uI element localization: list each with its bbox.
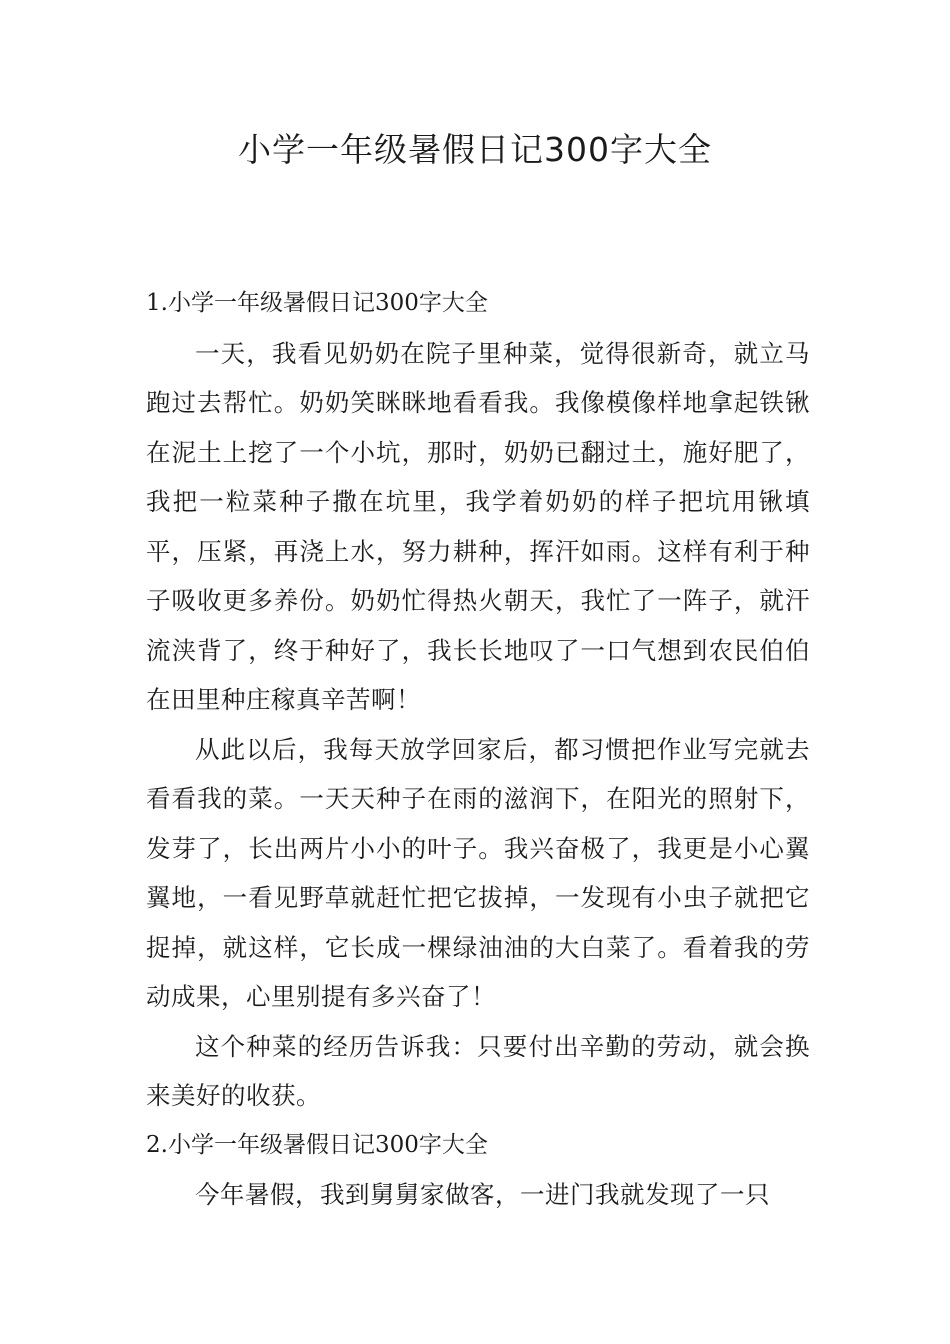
paragraph: 今年暑假，我到舅舅家做客，一进门我就发现了一只 bbox=[195, 1180, 770, 1209]
document-title: 小学一年级暑假日记300字大全 bbox=[238, 130, 712, 169]
paragraph: 这个种菜的经历告诉我：只要付出辛勤的劳动，就会换来美好的收获。 bbox=[146, 1031, 810, 1110]
section-heading-1: 1.小学一年级暑假日记300字大全 bbox=[146, 290, 488, 316]
paragraph: 从此以后，我每天放学回家后，都习惯把作业写完就去看看我的菜。一天天种子在雨的滋润下，在阳光的照射下，发芽了，长出两片小小的叶子。我兴奋极了，我更是小心翼翼地，一看见野草就赶忙把它拔掉，一发现有小虫子就把它捉掉，就这样，它长成一棵绿油油的大白菜了。看着我的劳动成果，心里别提有多兴奋了！ bbox=[146, 734, 810, 1011]
section-heading-2: 2.小学一年级暑假日记300字大全 bbox=[146, 1131, 488, 1158]
paragraph: 一天，我看见奶奶在院子里种菜，觉得很新奇，就立马跑过去帮忙。奶奶笑眯眯地看看我。我像模像样地拿起铁锹在泥土上挖了一个小坑，那时，奶奶已翻过土，施好肥了，我把一粒菜种子撒在坑里，我学着奶奶的样子把坑用锹填平，压紧，再浇上水，努力耕种，挥汗如雨。这样有利于种子吸收更多养份。奶奶忙得热火朝天，我忙了一阵子，就汗流浃背了，终于种好了，我长长地叹了一口气想到农民伯伯在田里种庄稼真辛苦啊！ bbox=[146, 338, 810, 714]
document-body bbox=[146, 279, 810, 1220]
